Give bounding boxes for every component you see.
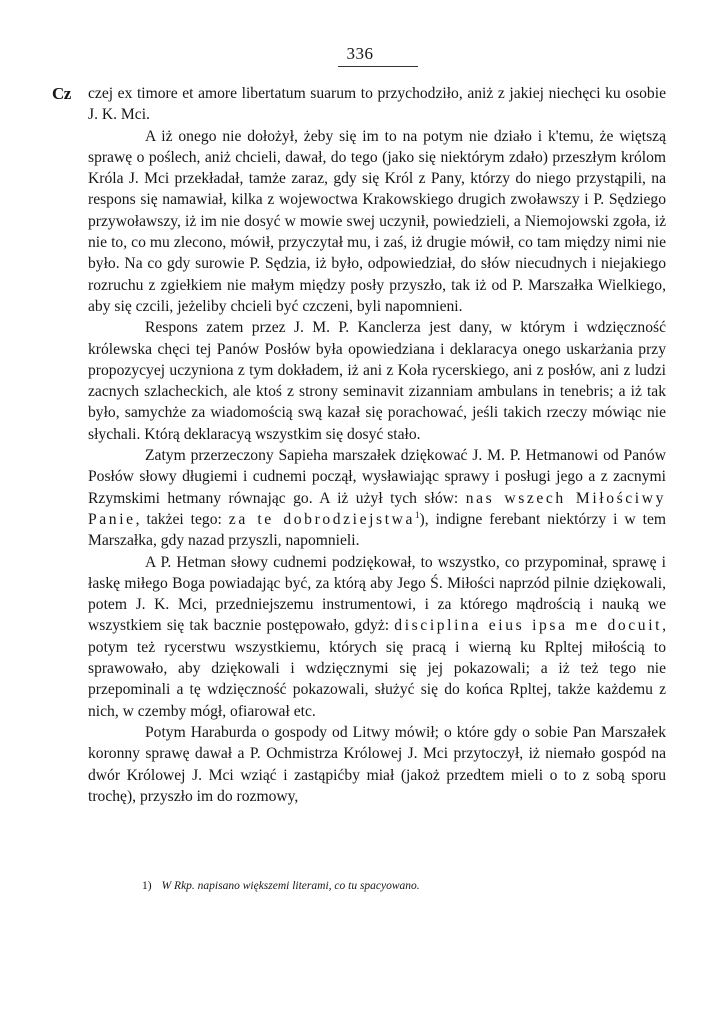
footnote-text: W Rkp. napisano większemi literami, co tu spacyowano.: [161, 880, 420, 892]
paragraph-5: [88, 552, 666, 722]
page-number: 336: [346, 44, 374, 63]
paragraph-4-text-a: Zatym przerzeczony Sapieha marszałek dziękować J. M. P. Hetmanowi od Panów Posłów słowy długiemi i cudnemi począł, wysławiając sprawy i posługi jego a z zacnymi Rzymskimi hetmany równając go. A iż użył tych słów:: [88, 447, 666, 507]
paragraph-2: A iż onego nie dołożył, żeby się im to na potym nie działo i k'temu, że więtszą sprawę o poślech, aniż chcieli, dawał, do tego (jako się niektórym zdało) przeszłym królom Króla J. Mci przekładał, tamże zaraz, gdy się Król z Pany, którzy do niego przystąpili, na respons się namawiał, kilka z wojewoctwa Krakowskiego drugich zwoławszy i P. Sędziego przywoławszy, iż im nie dosyć w mowie swej uczynił, powiedzieli, a Niemojowski zgoła, iż nie to, co mu zlecono, mówił, przyczytał mu, i zaś, iż drugie mówił, co tam między nimi nie było. Na co gdy surowie P. Sędzia, iż było, odpowiedział, do słów niecudnych i niejakiego rozruchu z zgiełkiem nie małym między posły przyszło, tak iż od P. Marszałka Wielkiego, aby się czcili, jeżeliby chcieli być czczeni, byli napomnieni.: [88, 127, 666, 315]
text-body: [88, 83, 666, 807]
footnote-reference: 1: [415, 509, 420, 520]
paragraph-5-text-a: A P. Hetman słowy cudnemi podziękował, to wszystko, co przypominał, sprawę i łaskę miłego Boga powiadając być, za którą aby Jego Ś. Miłości naprzód pilnie dziękowali, potem J. K. Mci, przedniejszemu instrumentowi, i za którego mądrością i nauką we wszystkiem się tak bacznie postępowało, gdyż:: [88, 553, 666, 635]
spaced-quote-2: za te dobrodziejstwa: [228, 510, 416, 528]
footnote: [142, 880, 682, 892]
paragraph-4-text-b: , takżei tego:: [135, 510, 222, 528]
paragraph-6: Potym Haraburda o gospody od Litwy mówił; o które gdy o sobie Pan Marszałek koronny sprawę dawał a P. Ochmistrza Królowej J. Mci przytoczył, iż niemało gospód na dwór Królowej J. Mci wziąć i zastąpićby miał (jakoż przedtem mieli o to z sobą sporu trochę), przyszło im do rozmowy,: [88, 723, 666, 805]
paragraph-4-text-c: ), indigne ferebant niektórzy i w tem Marszałka, gdy nazad przyszli, napomnieli.: [88, 510, 666, 550]
paragraph-3: Respons zatem przez J. M. P. Kanclerza jest dany, w którym i wdzięczność królewska chęci tej Panów Posłów była opowiedziana i deklaracya onego uskarżania przy propozycyej uczyniona z tym dokładem, iż ani z Koła rycerskiego, ani z posłów, ani z ludzi zacnych szlacheckich, ale ktoś z strony seminavit zizanniam ambulans in tenebris; a iż tak było, samychże za wiadomością swą kazał się porachować, jeśli takich rzeczy mówiąc nie słychali. Którą deklaracyą wszystkim się dosyć stało.: [88, 319, 666, 443]
spaced-quote-3: disciplina eius ipsa me docuit: [394, 617, 663, 635]
footnote-mark: 1): [142, 880, 152, 892]
spaced-quote-1: nas wszech Miłościwy Panie: [88, 489, 666, 528]
paragraph-5-text-b: , potym też rycerstwu wszystkiemu, których się pracą i wierną ku Rpltej miłością to sprawowało, aby dziękowali i wdzięcznymi się jej pokazowali; a iż też tego nie przepominali a tę wdzięczność pokazowali, służyć się do końca Rpltej, także każdemu z nich, w czemby mógł, ofiarował etc.: [88, 617, 666, 720]
paragraph-1: czej ex timore et amore libertatum suarum to przychodziło, aniż z jakiej niechęci ku osobie J. K. Mci.: [88, 85, 666, 124]
margin-mark: Cz: [52, 84, 71, 103]
paragraph-4: [88, 445, 666, 551]
page-number-rule: [338, 66, 418, 67]
